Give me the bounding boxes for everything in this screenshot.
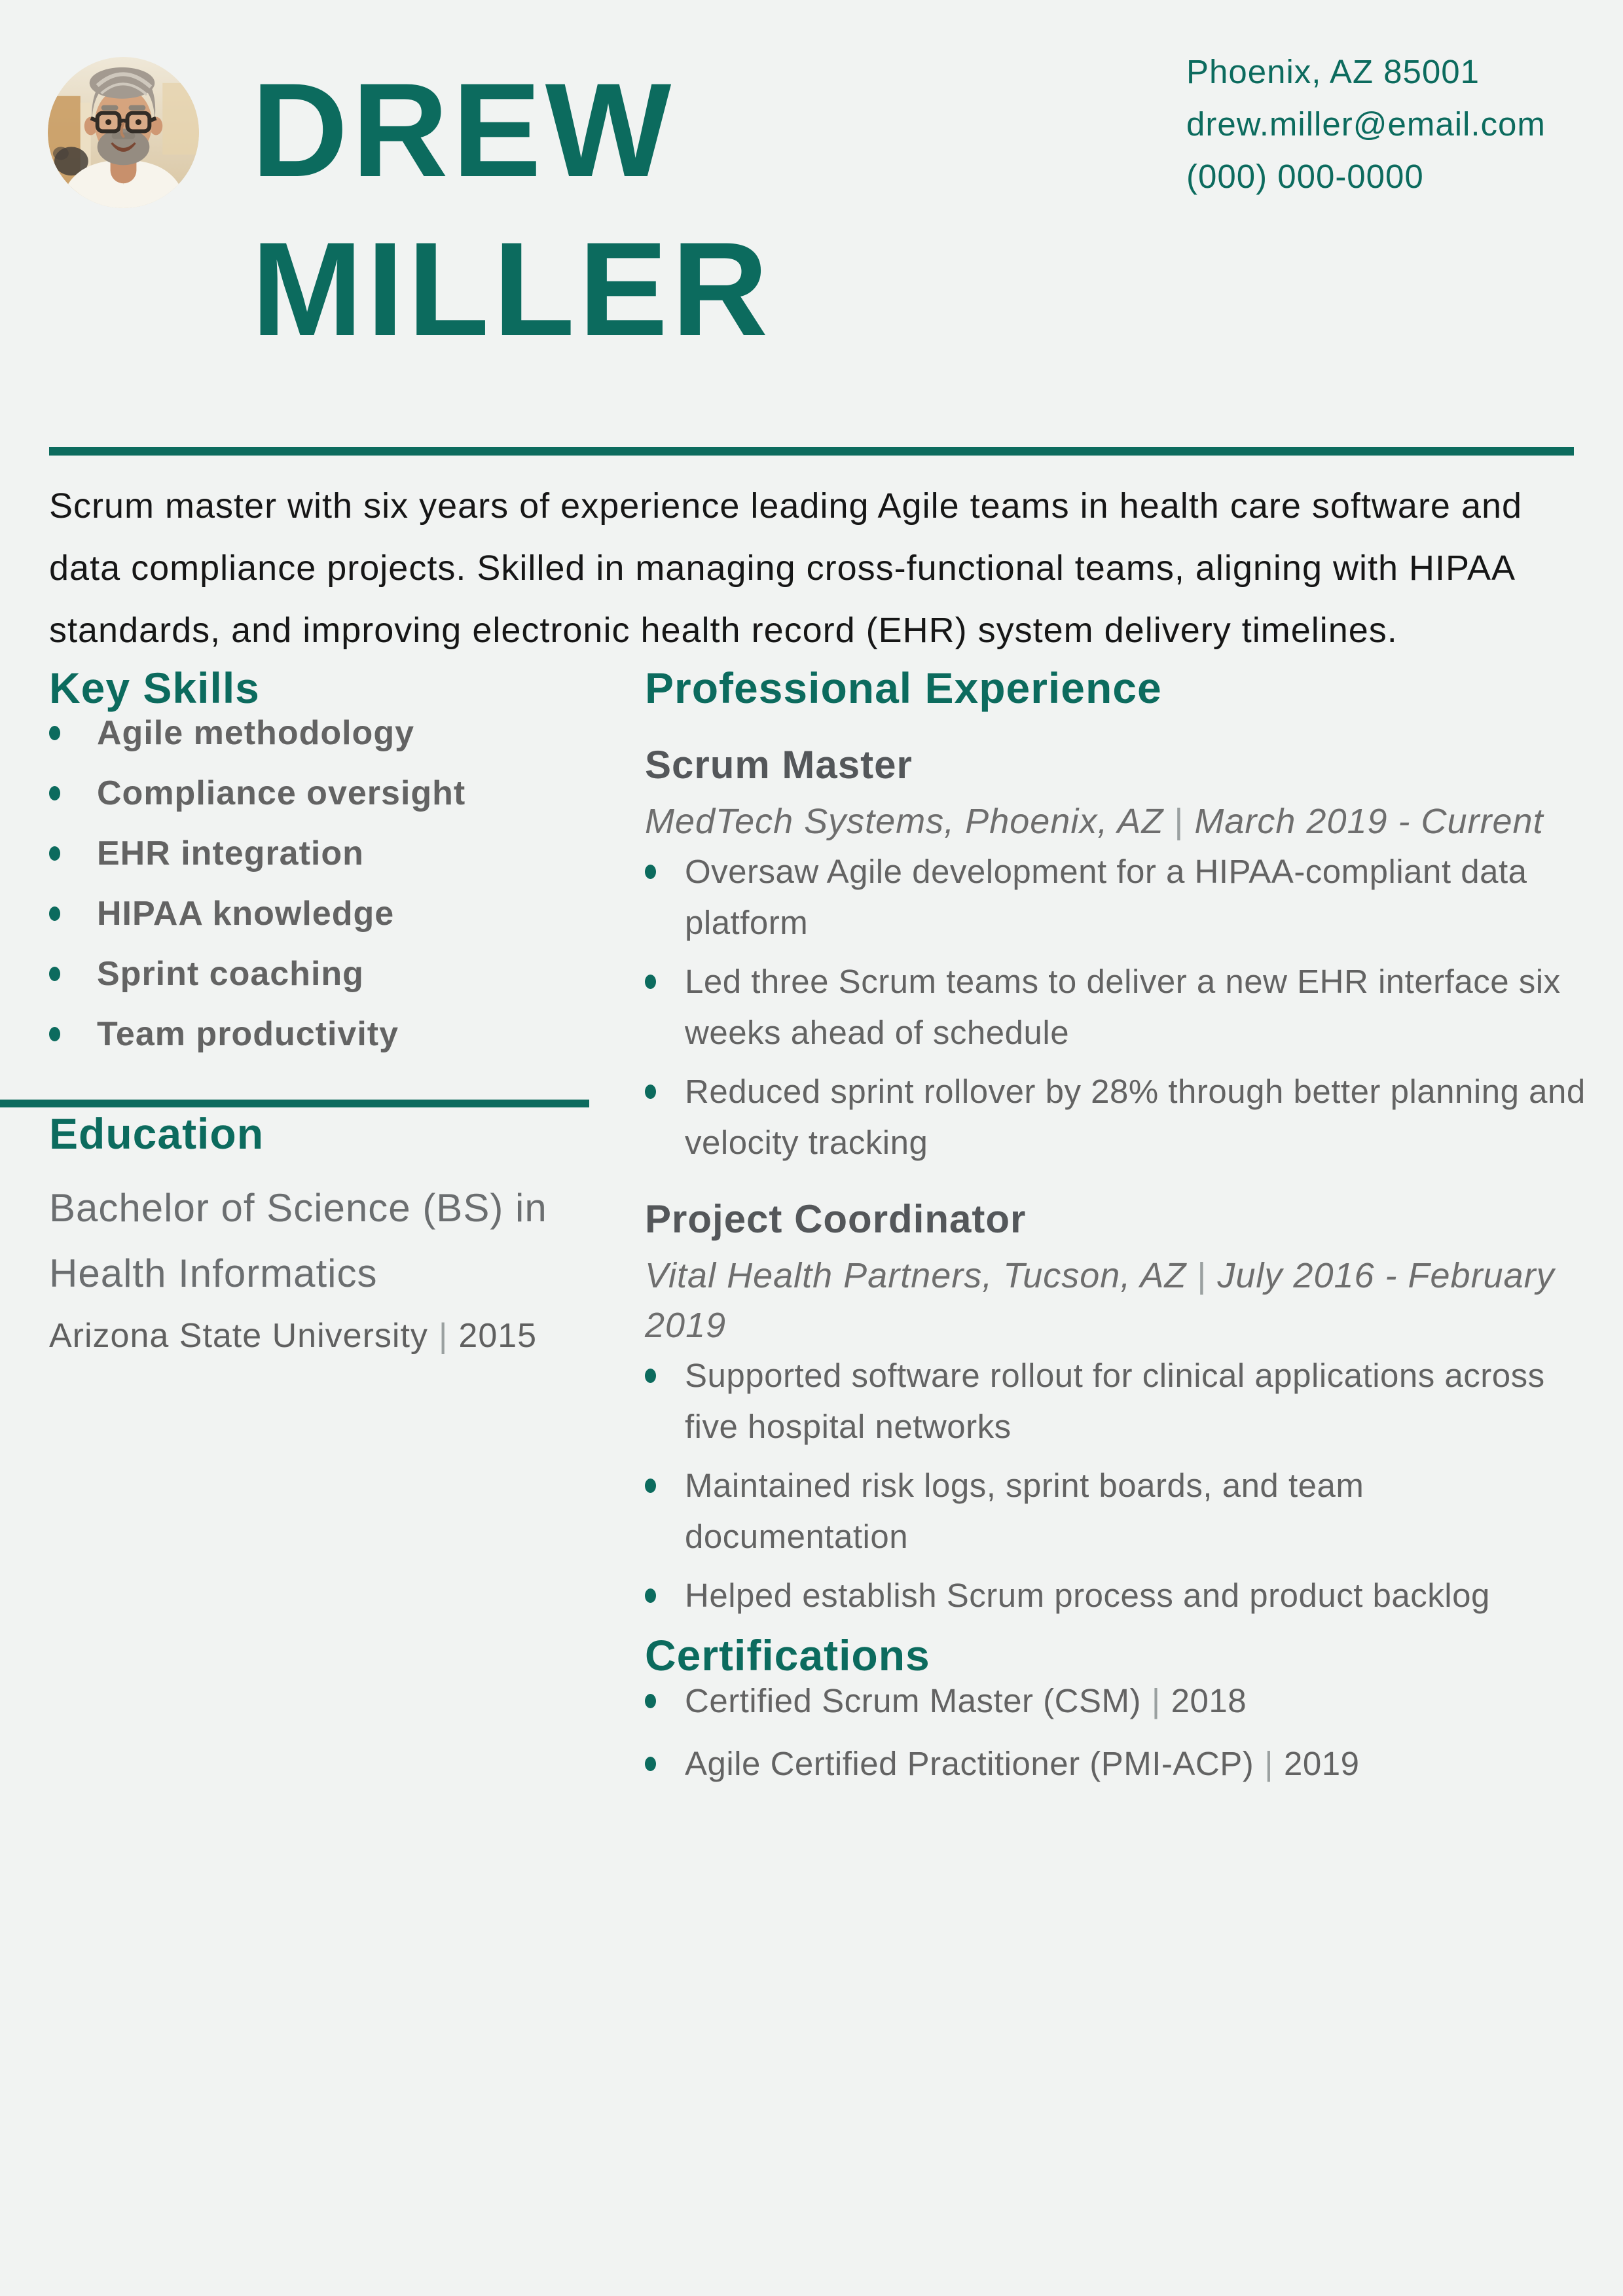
education-school: Arizona State University bbox=[49, 1317, 428, 1355]
certification-year: 2018 bbox=[1171, 1682, 1247, 1719]
separator: | bbox=[438, 1317, 448, 1355]
skill-label: Compliance oversight bbox=[97, 774, 466, 812]
certification-text bbox=[685, 1681, 1247, 1721]
education-heading: Education bbox=[49, 1109, 264, 1158]
right-column bbox=[645, 662, 1623, 1807]
job-bullet-text: Maintained risk logs, sprint boards, and team documentation bbox=[685, 1467, 1364, 1555]
left-column bbox=[0, 662, 645, 1359]
job-meta bbox=[645, 797, 1588, 846]
certification-text bbox=[685, 1744, 1359, 1784]
separator: | bbox=[1197, 1256, 1207, 1295]
bullet-dot-icon bbox=[645, 1757, 656, 1771]
job-entry bbox=[645, 1194, 1588, 1621]
job-bullet bbox=[645, 1460, 1588, 1562]
resume-body bbox=[0, 662, 1623, 1807]
job-bullet bbox=[645, 1570, 1588, 1621]
job-bullet-text: Supported software rollout for clinical applications across five hospital networks bbox=[685, 1357, 1545, 1445]
bullet-dot-icon bbox=[49, 786, 60, 800]
job-company: MedTech Systems, Phoenix, AZ bbox=[645, 802, 1164, 841]
bullet-dot-icon bbox=[645, 865, 656, 879]
skill-item bbox=[49, 1015, 645, 1053]
certifications-list bbox=[645, 1681, 1588, 1784]
job-bullet-text: Led three Scrum teams to deliver a new EHR interface six weeks ahead of schedule bbox=[685, 963, 1561, 1051]
certification-name: Certified Scrum Master (CSM) bbox=[685, 1682, 1141, 1719]
skill-item bbox=[49, 714, 645, 752]
job-entry bbox=[645, 740, 1588, 1168]
job-bullet-list bbox=[645, 846, 1588, 1168]
experience-heading: Professional Experience bbox=[645, 664, 1162, 712]
certification-name: Agile Certified Practitioner (PMI-ACP) bbox=[685, 1745, 1254, 1782]
certifications-heading: Certifications bbox=[645, 1631, 930, 1679]
skill-label: EHR integration bbox=[97, 834, 364, 872]
skill-item bbox=[49, 955, 645, 993]
skill-label: Agile methodology bbox=[97, 714, 414, 752]
bullet-dot-icon bbox=[645, 1479, 656, 1493]
contact-phone: (000) 000-0000 bbox=[1186, 158, 1424, 195]
candidate-name bbox=[251, 51, 772, 369]
resume-header bbox=[0, 0, 1623, 447]
certification-item bbox=[645, 1681, 1588, 1721]
separator: | bbox=[1151, 1682, 1161, 1719]
contact-location: Phoenix, AZ 85001 bbox=[1186, 53, 1480, 90]
separator: | bbox=[1264, 1745, 1273, 1782]
bullet-dot-icon bbox=[645, 1369, 656, 1383]
contact-block bbox=[1186, 46, 1553, 203]
bullet-dot-icon bbox=[49, 967, 60, 981]
skill-label: HIPAA knowledge bbox=[97, 895, 395, 933]
job-dates: March 2019 - Current bbox=[1194, 802, 1544, 841]
job-bullet bbox=[645, 1066, 1588, 1168]
certification-year: 2019 bbox=[1284, 1745, 1360, 1782]
candidate-first-name: DREW bbox=[251, 56, 676, 205]
skill-item bbox=[49, 774, 645, 812]
professional-summary: Scrum master with six years of experience leading Agile teams in health care software and data compliance projects. Skilled in managing cross-functional teams, aligning with HIPAA standards, and improving electronic health record (EHR) system delivery timelines. bbox=[49, 486, 1523, 650]
sidebar-divider bbox=[0, 1100, 589, 1107]
job-bullet-list bbox=[645, 1350, 1588, 1621]
bullet-dot-icon bbox=[645, 1085, 656, 1099]
job-bullet bbox=[645, 846, 1588, 948]
job-title: Project Coordinator bbox=[645, 1197, 1027, 1241]
education-year: 2015 bbox=[458, 1317, 538, 1355]
skill-label: Sprint coaching bbox=[97, 955, 364, 993]
bullet-dot-icon bbox=[49, 726, 60, 740]
contact-email: drew.miller@email.com bbox=[1186, 105, 1546, 143]
profile-photo bbox=[48, 57, 199, 208]
profile-photo-illustration bbox=[48, 57, 199, 208]
job-bullet bbox=[645, 956, 1588, 1058]
bullet-dot-icon bbox=[645, 1588, 656, 1603]
job-bullet bbox=[645, 1350, 1588, 1452]
education-school-line bbox=[49, 1313, 645, 1359]
education-degree: Bachelor of Science (BS) in Health Informatics bbox=[49, 1186, 547, 1295]
job-title: Scrum Master bbox=[645, 743, 913, 787]
skills-list bbox=[49, 714, 645, 1053]
skill-label: Team productivity bbox=[97, 1015, 399, 1053]
separator: | bbox=[1174, 802, 1184, 841]
bullet-dot-icon bbox=[645, 975, 656, 989]
key-skills-heading: Key Skills bbox=[49, 664, 260, 712]
bullet-dot-icon bbox=[49, 906, 60, 921]
candidate-last-name: MILLER bbox=[251, 215, 773, 364]
bullet-dot-icon bbox=[49, 846, 60, 861]
job-meta bbox=[645, 1251, 1588, 1350]
job-dates: July 2016 - February 2019 bbox=[645, 1256, 1555, 1345]
skill-item bbox=[49, 834, 645, 872]
bullet-dot-icon bbox=[49, 1027, 60, 1041]
job-company: Vital Health Partners, Tucson, AZ bbox=[645, 1256, 1187, 1295]
job-bullet-text: Reduced sprint rollover by 28% through better planning and velocity tracking bbox=[685, 1073, 1586, 1161]
skill-item bbox=[49, 895, 645, 933]
bullet-dot-icon bbox=[645, 1694, 656, 1708]
certification-item bbox=[645, 1744, 1588, 1784]
job-bullet-text: Oversaw Agile development for a HIPAA-compliant data platform bbox=[685, 853, 1527, 941]
job-bullet-text: Helped establish Scrum process and product backlog bbox=[685, 1577, 1490, 1614]
header-divider bbox=[49, 447, 1574, 456]
